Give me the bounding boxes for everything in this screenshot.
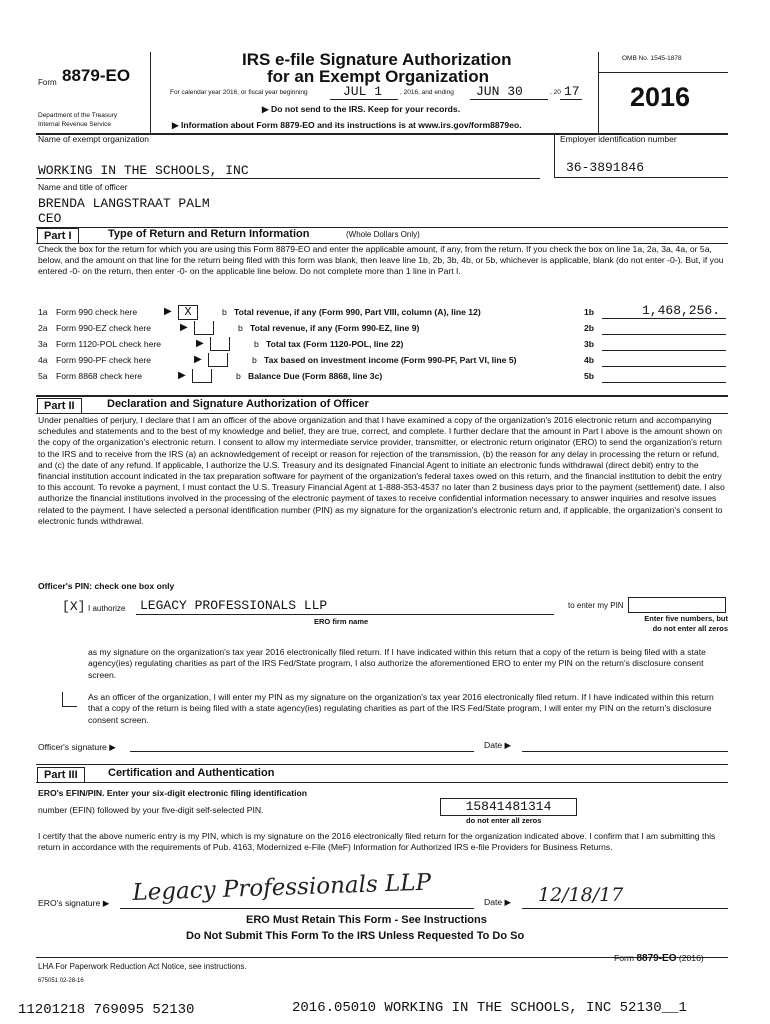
line-a-number: 4a [38,355,48,365]
officer-date-label: Date ▶ [484,740,512,750]
efin-note: do not enter all zeros [466,816,542,825]
ero-firm-name: LEGACY PROFESSIONALS LLP [140,598,328,613]
omb-number: OMB No. 1545-1878 [622,55,682,62]
opt1-authorize: I authorize [88,604,126,613]
officer-name: BRENDA LANGSTRAAT PALM [38,196,210,211]
line-checkbox[interactable] [210,337,230,351]
form-prefix: Form [38,78,57,87]
line-a-number: 3a [38,339,48,349]
line-a-label: Form 8868 check here [56,371,142,381]
arrow-icon: ▶ [180,322,188,333]
retain-line2: Do Not Submit This Form To the IRS Unless Requested To Do So [186,930,525,942]
footer-form-ref [614,953,704,964]
footer-code: 675051 02-28-16 [38,978,84,984]
arrow-icon: ▶ [178,370,186,381]
line-b-label: Total revenue, if any (Form 990, Part VIII, column (A), line 12) [234,307,481,317]
line-a-label: Form 990-PF check here [56,355,152,365]
line-b-label: Tax based on investment income (Form 990-PF, Part VI, line 5) [264,355,517,365]
form-title-line1: IRS e-file Signature Authorization [242,50,512,69]
line-checkbox[interactable] [194,321,214,335]
line-a-label: Form 990 check here [56,307,138,317]
part1-title-note: (Whole Dollars Only) [346,230,420,239]
part3-title: Certification and Authentication [108,767,275,779]
officer-title: CEO [38,211,62,226]
retain-line1: ERO Must Retain This Form - See Instructions [246,914,487,926]
org-name: WORKING IN THE SCHOOLS, INC [38,163,249,178]
line-b-letter: b [236,371,241,381]
fiscal-year: 17 [564,84,580,99]
line-b-label: Total tax (Form 1120-POL, line 22) [266,339,404,349]
part1-label: Part I [37,228,79,244]
line-amount-rule [602,366,726,367]
line-b-label: Balance Due (Form 8868, line 3c) [248,371,383,381]
line-a-label: Form 1120-POL check here [56,339,162,349]
line-b-letter: b [254,339,259,349]
ero-date: 12/18/17 [538,884,624,906]
line-checkbox[interactable]: X [178,305,198,320]
opt2-checkbox[interactable] [62,692,77,707]
ero-signature: Legacy Professionals LLP [132,869,432,906]
part1-intro: Check the box for the return for which you are using this Form 8879-EO and enter the applicable amount, if any, from the return. If you check the box on line 1a, 2a, 3a, 4a, or 5a, below, and the amount on that line for the return being filed with this form was blank, then leave line 1b, 2b, 3b, 4b, or 5b, whichever is applicable, blank (do not enter -0-). But, if you entered -0- on the return, then enter -0- on the applicable line below. Do not complete more than 1 line in Part I. [38,244,724,277]
line-b-number: 5b [584,371,595,381]
officer-label: Name and title of officer [38,182,128,192]
fiscal-begin: JUL 1 [343,84,383,99]
ero-signature-label: ERO's signature ▶ [38,898,110,908]
form-title-line2: for an Exempt Organization [267,67,489,86]
line-b-letter: b [238,323,243,333]
arrow-icon: ▶ [196,338,204,349]
footer-form-prefix: Form [614,953,635,963]
do-not-send: ▶ Do not send to the IRS. Keep for your records. [262,104,461,114]
line-a-number: 2a [38,323,48,333]
line-a-number: 5a [38,371,48,381]
efin-label1 [38,788,307,798]
line-amount-rule [602,382,726,383]
org-name-label: Name of exempt organization [38,134,150,144]
scan-line-left: 11201218 769095 52130 [18,1002,195,1018]
efin-pin-box[interactable]: 15841481314 [440,798,577,816]
part1-title: Type of Return and Return Information [108,228,310,240]
ero-date-label: Date ▶ [484,897,512,907]
arrow-icon: ▶ [164,306,172,317]
officer-pin-box[interactable] [628,597,726,613]
opt2-text: As an officer of the organization, I will enter my PIN as my signature on the organization's tax year 2016 electronically filed return. If I have indicated within this return that a copy of the return is being filed with a state agency(ies) regulating charities as part of the IRS Fed/State program, I will enter my PIN on the return's disclosure consent screen. [88,692,714,725]
line-amount-rule [602,350,726,351]
fiscal-mid: , 2016, and ending [400,89,454,96]
ero-firm-caption: ERO firm name [314,617,369,626]
pin-note2: do not enter all zeros [652,624,728,633]
part2-title: Declaration and Signature Authorization of Officer [107,398,369,410]
line-amount-rule [602,318,726,319]
ein-label: Employer identification number [560,134,677,144]
line-checkbox[interactable] [208,353,228,367]
enter-pin-label: to enter my PIN [568,601,624,610]
dept-line2: Internal Revenue Service [38,121,111,128]
line-a-label: Form 990-EZ check here [56,323,152,333]
line-amount: 1,468,256. [641,303,720,318]
ein-value: 36-3891846 [566,160,645,175]
line-b-number: 4b [584,355,595,365]
line-b-label: Total revenue, if any (Form 990-EZ, line 9) [250,323,420,333]
part2-label: Part II [37,398,82,414]
efin-label2: number (EFIN) followed by your five-digit self-selected PIN. [38,805,264,815]
line-b-letter: b [252,355,257,365]
lha-notice: LHA For Paperwork Reduction Act Notice, see instructions. [38,962,247,971]
pin-heading: Officer's PIN: check one box only [38,581,175,591]
calendar-prefix: For calendar year 2016, or fiscal year beginning [170,89,308,96]
line-a-number: 1a [38,307,48,317]
pin-note1: Enter five numbers, but [644,614,728,623]
line-b-number: 3b [584,339,595,349]
efin-label1-text: ERO's EFIN/PIN. Enter your six-digit electronic filing identification [38,788,307,798]
fiscal-year-prefix: , 20 [550,89,561,96]
line-checkbox[interactable] [192,369,212,383]
fiscal-end: JUN 30 [476,84,523,99]
certify-text: I certify that the above numeric entry is my PIN, which is my signature on the 2016 electronically filed return for the organization indicated above. I confirm that I am submitting this return in accordance with the requirements of Pub. 4163, Modernized e-File (MeF) Information for Authorized IRS e-file Providers for Business Returns. [38,831,716,853]
opt1-checkbox[interactable]: [X] [62,599,86,614]
tax-year: 2016 [630,82,691,112]
information-line: ▶ Information about Form 8879-EO and its instructions is at www.irs.gov/form8879eo. [172,120,522,130]
footer-form-year: (2016) [678,953,704,963]
line-b-number: 1b [584,307,595,317]
opt1-text: as my signature on the organization's tax year 2016 electronically filed return. If I have indicated within this return that a copy of the return is being filed with a state agency(ies) regulating charities as part of the IRS Fed/State program, I also authorize the aforementioned ERO to enter my PIN on the return's disclosure consent screen. [88,647,706,680]
line-b-letter: b [222,307,227,317]
line-amount-rule [602,334,726,335]
dept-line1: Department of the Treasury [38,112,118,119]
officer-signature-label: Officer's signature ▶ [38,742,116,752]
arrow-icon: ▶ [194,354,202,365]
form-number: 8879-EO [62,66,131,85]
part3-label: Part III [37,767,85,783]
declaration-text: Under penalties of perjury, I declare that I am an officer of the above organization and that I have examined a copy of the organization's 2016 electronic return and accompanying schedules and statements and to the best of my knowledge and belief, they are true, correct, and complete. I further declare that the amount in Part I above is the amount shown on the copy of the organization's electronic return. I consent to allow my intermediate service provider, transmitter, or electronic return originator (ERO) to send the organization's return to the IRS and to receive from the IRS (a) an acknowledgement of receipt or reason for rejection of the transmission, (b) the reason for any delay in processing the return or refund, and (c) the date of any refund. If applicable, I authorize the U.S. Treasury and its designated Financial Agent to initiate an electronic funds withdrawal (direct debit) entry to the financial institution account indicated in the tax preparation software for payment of the organization's federal taxes owed on this return, and the financial institution to debit the entry to this account. To revoke a payment, I must contact the U.S. Treasury Financial Agent at 1-888-353-4537 no later than 2 business days prior to the payment (settlement) date. I also authorize the financial institutions involved in the processing of the electronic payment of taxes to receive confidential information necessary to answer inquiries and resolve issues related to the payment. I have selected a personal identification number (PIN) as my signature for the organization's electronic return and, if applicable, the organization's consent to electronic funds withdrawal. [38,415,725,526]
line-b-number: 2b [584,323,595,333]
footer-form-number: 8879-EO [636,953,677,964]
scan-line-right: 2016.05010 WORKING IN THE SCHOOLS, INC 52130__1 [292,1000,687,1016]
